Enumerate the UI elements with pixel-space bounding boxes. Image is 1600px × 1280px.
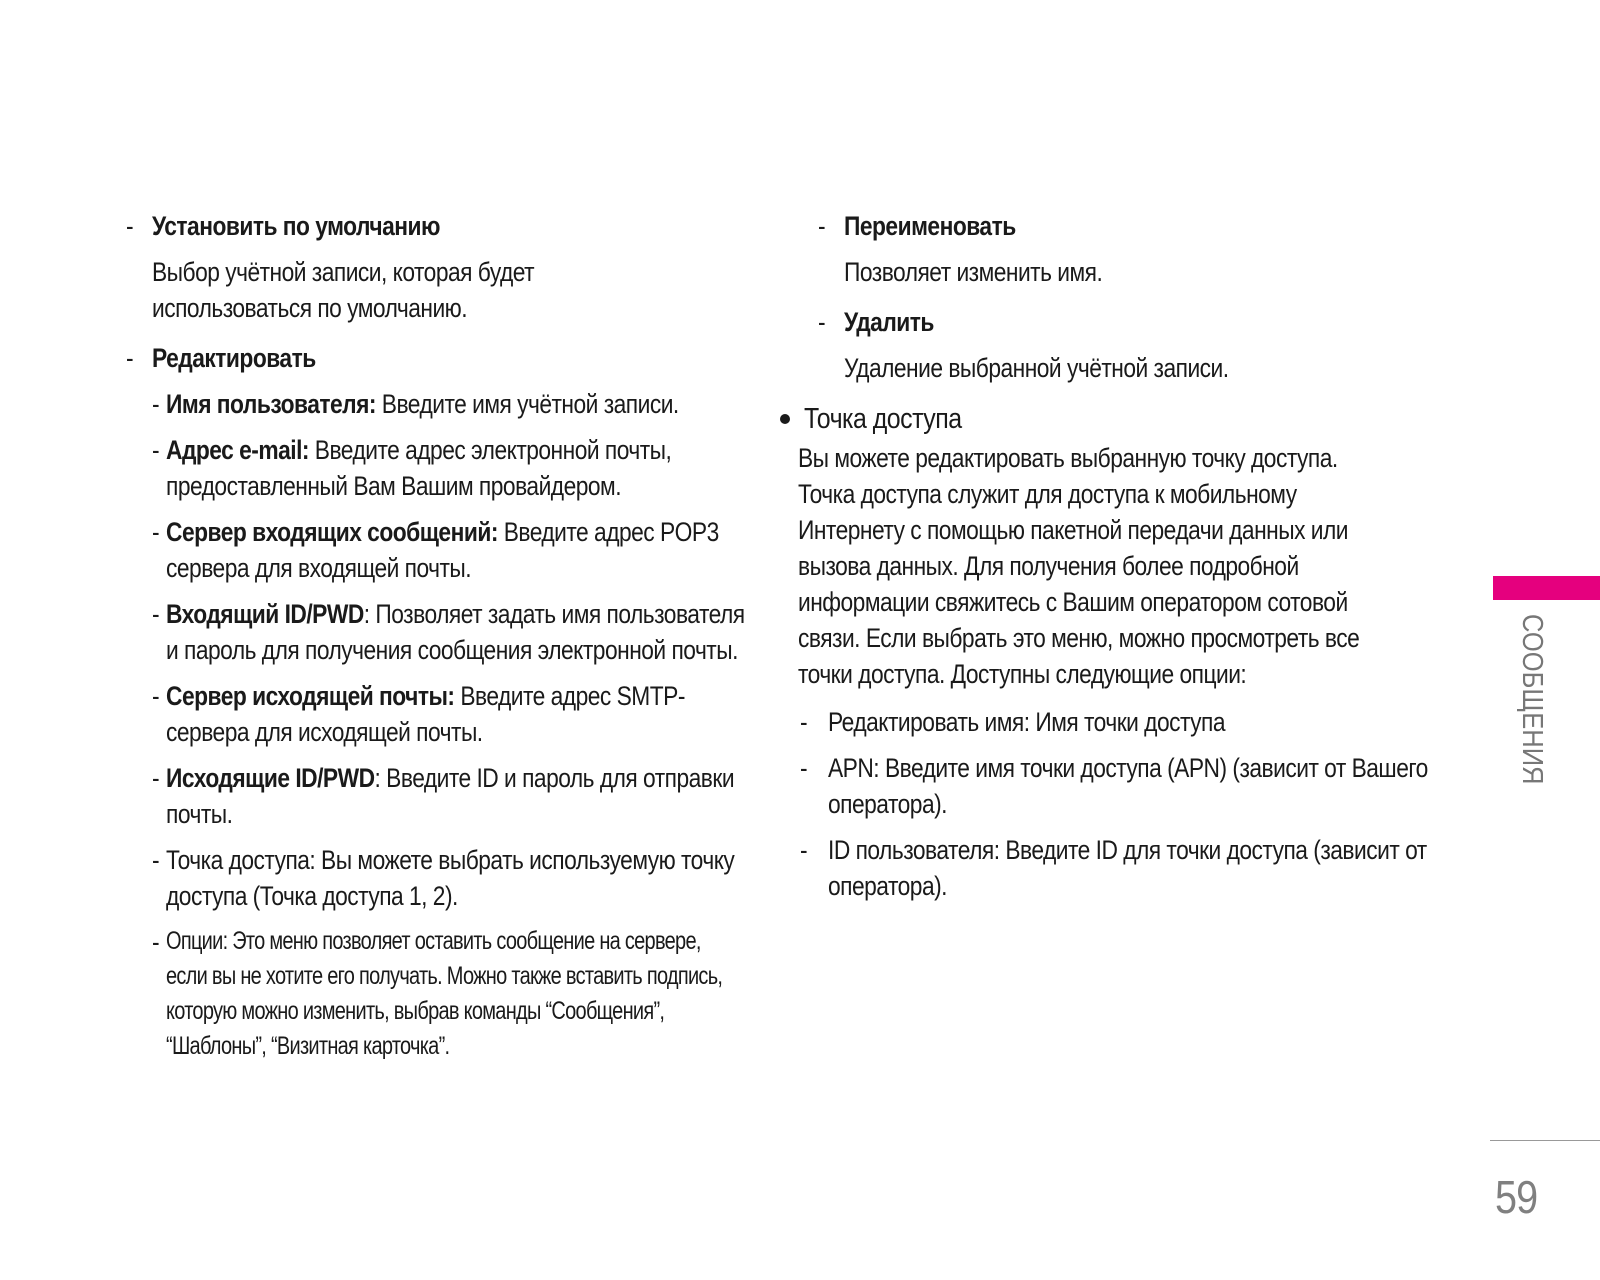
dash-marker: - [800, 835, 808, 865]
item-text: Редактировать имя: Имя точки доступа [828, 707, 1226, 737]
dash-marker: - [152, 599, 160, 629]
edit-item-outgoing-id-pwd [126, 760, 746, 832]
access-point-text: Вы можете редактировать выбранную точку доступа. Точка доступа служит для доступа к мобильному Интернету с помощью пакетной передачи данных или вызова данных. Для получения более подробной информации свяжитесь с Вашим оператором сотовой связи. Если выбрать это меню, можно просмотреть все точки доступа. Доступны следующие опции: [798, 443, 1360, 689]
item-text: : Введите ID и пароль для отправки почты. [166, 763, 735, 829]
access-point-description [798, 440, 1430, 692]
dash-marker: - [800, 753, 808, 783]
edit-item-incoming-server [126, 514, 746, 586]
rename-section [818, 208, 1430, 244]
access-point-item-apn [800, 750, 1430, 822]
set-default-description [126, 254, 746, 326]
bullet-dot-icon [780, 414, 790, 424]
dash-marker: - [152, 681, 160, 711]
dash-marker: - [152, 517, 160, 547]
item-label: Сервер исходящей почты: [166, 681, 455, 711]
rename-text: Позволяет изменить имя. [844, 257, 1103, 287]
item-text: Введите адрес SMTP-сервера для исходящей почты. [166, 681, 685, 747]
access-point-item-user-id [800, 832, 1430, 904]
dash-marker: - [152, 845, 160, 875]
item-text: Введите адрес POP3 сервера для входящей почты. [166, 517, 719, 583]
set-default-section [126, 208, 746, 244]
dash-marker: - [818, 211, 826, 241]
delete-text: Удаление выбранной учётной записи. [844, 353, 1229, 383]
edit-item-username [126, 386, 746, 422]
access-point-section [790, 400, 1430, 438]
dash-marker: - [818, 307, 826, 337]
set-default-heading: Установить по умолчанию [152, 211, 440, 241]
access-point-heading: Точка доступа [804, 403, 962, 435]
dash-marker: - [126, 343, 134, 373]
item-label: Входящий ID/PWD [166, 599, 364, 629]
section-tab-label: СООБЩЕНИЯ [1516, 614, 1548, 785]
options-text: Опции: Это меню позволяет оставить сообщение на сервере, если вы не хотите его получать. Можно также вставить подпись, которую можно изменить, выбрав команды “Сообщения”, “Шаблоны”, “Визитная карточка”. [166, 927, 723, 1060]
set-default-text: Выбор учётной записи, которая будет использоваться по умолчанию. [152, 257, 535, 323]
edit-heading: Редактировать [152, 343, 316, 373]
page-number: 59 [1495, 1171, 1538, 1223]
item-text: : Позволяет задать имя пользователя и пароль для получения сообщения электронной почты. [166, 599, 745, 665]
left-column [126, 208, 746, 1074]
delete-heading: Удалить [844, 307, 934, 337]
item-label: Адрес e-mail: [166, 435, 309, 465]
dash-marker: - [152, 763, 160, 793]
dash-marker: - [800, 707, 808, 737]
item-label: Исходящие ID/PWD [166, 763, 375, 793]
dash-marker: - [126, 211, 134, 241]
item-text: Точка доступа: Вы можете выбрать используемую точку доступа (Точка доступа 1, 2). [166, 845, 735, 911]
edit-item-access-point [126, 842, 746, 914]
item-label: Сервер входящих сообщений: [166, 517, 498, 547]
dash-marker: - [152, 927, 160, 957]
edit-item-email [126, 432, 746, 504]
rename-description [818, 254, 1430, 290]
rename-heading: Переименовать [844, 211, 1016, 241]
access-point-item-rename [800, 704, 1430, 740]
item-label: Имя пользователя: [166, 389, 376, 419]
edit-item-incoming-id-pwd [126, 596, 746, 668]
item-text: ID пользователя: Введите ID для точки доступа (зависит от оператора). [828, 835, 1427, 901]
dash-marker: - [152, 435, 160, 465]
page-number-rule [1490, 1140, 1600, 1141]
item-text: APN: Введите имя точки доступа (APN) (зависит от Вашего оператора). [828, 753, 1428, 819]
dash-marker: - [152, 389, 160, 419]
edit-section [126, 340, 746, 376]
item-text: Введите адрес электронной почты, предоставленный Вам Вашим провайдером. [166, 435, 672, 501]
delete-section [818, 304, 1430, 340]
item-text: Введите имя учётной записи. [375, 389, 679, 419]
edit-item-outgoing-server [126, 678, 746, 750]
right-column [790, 208, 1430, 914]
delete-description [818, 350, 1430, 386]
edit-item-options [126, 924, 746, 1064]
section-tab-bar [1493, 576, 1600, 600]
